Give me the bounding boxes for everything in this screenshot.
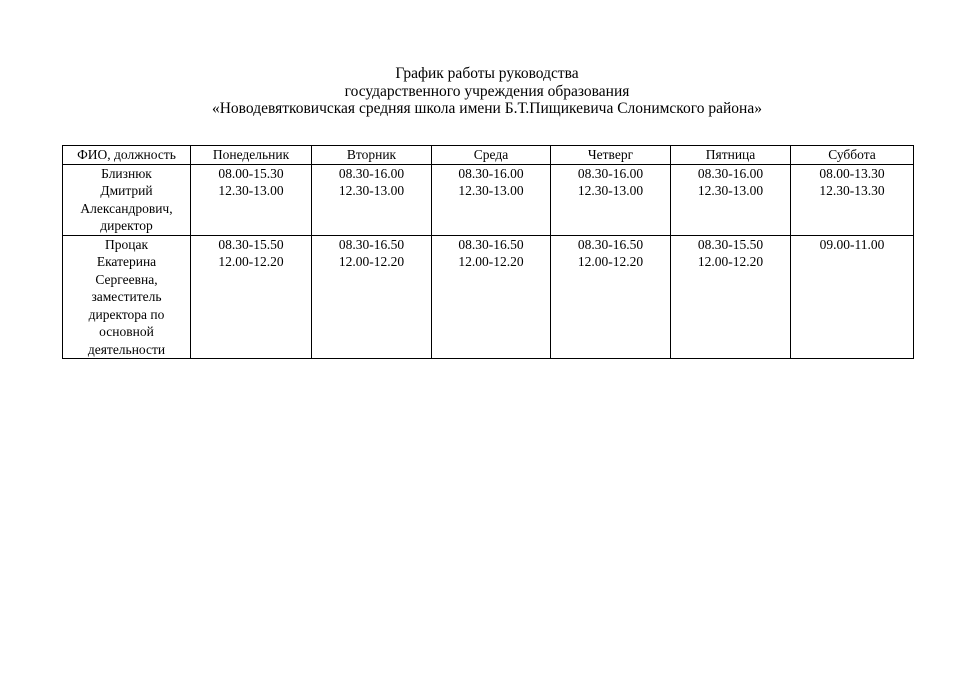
wednesday-hours-cell (432, 164, 551, 235)
monday-hours-cell (191, 235, 312, 359)
position-line: заместитель (91, 289, 162, 304)
work-hours: 08.30-16.00 (697, 165, 764, 181)
break-hours: 12.00-12.20 (577, 254, 644, 269)
tuesday-hours-cell (312, 164, 432, 235)
saturday-hours-cell (791, 164, 914, 235)
table-row (63, 164, 914, 235)
document-title (0, 65, 974, 118)
position-line: директор (100, 218, 153, 233)
name-line: Сергеевна, (95, 271, 158, 287)
name-line: Александрович, (80, 200, 173, 216)
break-hours: 12.00-12.20 (697, 254, 764, 269)
wednesday-hours-cell (432, 235, 551, 359)
work-hours: 08.30-16.50 (458, 236, 524, 252)
friday-hours-cell (671, 164, 791, 235)
work-hours: 08.30-16.00 (577, 165, 644, 181)
header-wednesday: Среда (432, 146, 551, 165)
work-hours: 08.30-16.00 (338, 165, 405, 181)
title-line-2: государственного учреждения образования (344, 82, 630, 100)
thursday-hours-cell (551, 235, 671, 359)
break-hours: 12.00-12.20 (218, 254, 284, 269)
thursday-hours-cell (551, 164, 671, 235)
work-hours: 08.00-15.30 (218, 165, 284, 181)
title-line-3: «Новодевятковичская средняя школа имени Б.Т.Пищикевича Слонимского района» (211, 100, 762, 117)
header-friday: Пятница (671, 146, 791, 165)
name-position-cell (63, 164, 191, 235)
name-line: Близнюк (101, 165, 152, 181)
break-hours: 12.30-13.00 (338, 183, 405, 198)
position-line: основной (99, 324, 154, 339)
header-saturday: Суббота (791, 146, 914, 165)
work-hours: 08.30-15.50 (697, 236, 764, 252)
name-line: Дмитрий (100, 183, 153, 198)
saturday-hours-cell (791, 235, 914, 359)
table-row (63, 235, 914, 359)
work-hours: 08.30-15.50 (218, 236, 284, 252)
position-line: деятельности (87, 341, 166, 357)
work-hours: 08.30-16.50 (338, 236, 405, 252)
name-line: Процак (104, 236, 149, 252)
break-hours: 12.00-12.20 (338, 254, 405, 269)
schedule-table (62, 145, 914, 359)
break-hours: 12.30-13.00 (577, 183, 644, 198)
header-name-position: ФИО, должность (63, 146, 191, 165)
break-hours: 12.30-13.00 (697, 183, 764, 198)
tuesday-hours-cell (312, 235, 432, 359)
header-tuesday: Вторник (312, 146, 432, 165)
table-header-row (63, 146, 914, 165)
work-hours: 09.00-11.00 (819, 236, 885, 252)
header-thursday: Четверг (551, 146, 671, 165)
monday-hours-cell (191, 164, 312, 235)
break-hours: 12.30-13.00 (218, 183, 284, 198)
break-hours: 12.00-12.20 (458, 254, 524, 269)
title-line-1: График работы руководства (395, 65, 579, 82)
work-hours: 08.00-13.30 (819, 165, 885, 181)
header-monday: Понедельник (191, 146, 312, 165)
work-hours: 08.30-16.00 (458, 165, 524, 181)
friday-hours-cell (671, 235, 791, 359)
break-hours: 12.30-13.00 (458, 183, 524, 198)
position-line: директора по (88, 306, 165, 322)
break-hours: 12.30-13.30 (819, 183, 885, 198)
name-position-cell (63, 235, 191, 359)
name-line: Екатерина (96, 254, 157, 269)
work-hours: 08.30-16.50 (577, 236, 644, 252)
